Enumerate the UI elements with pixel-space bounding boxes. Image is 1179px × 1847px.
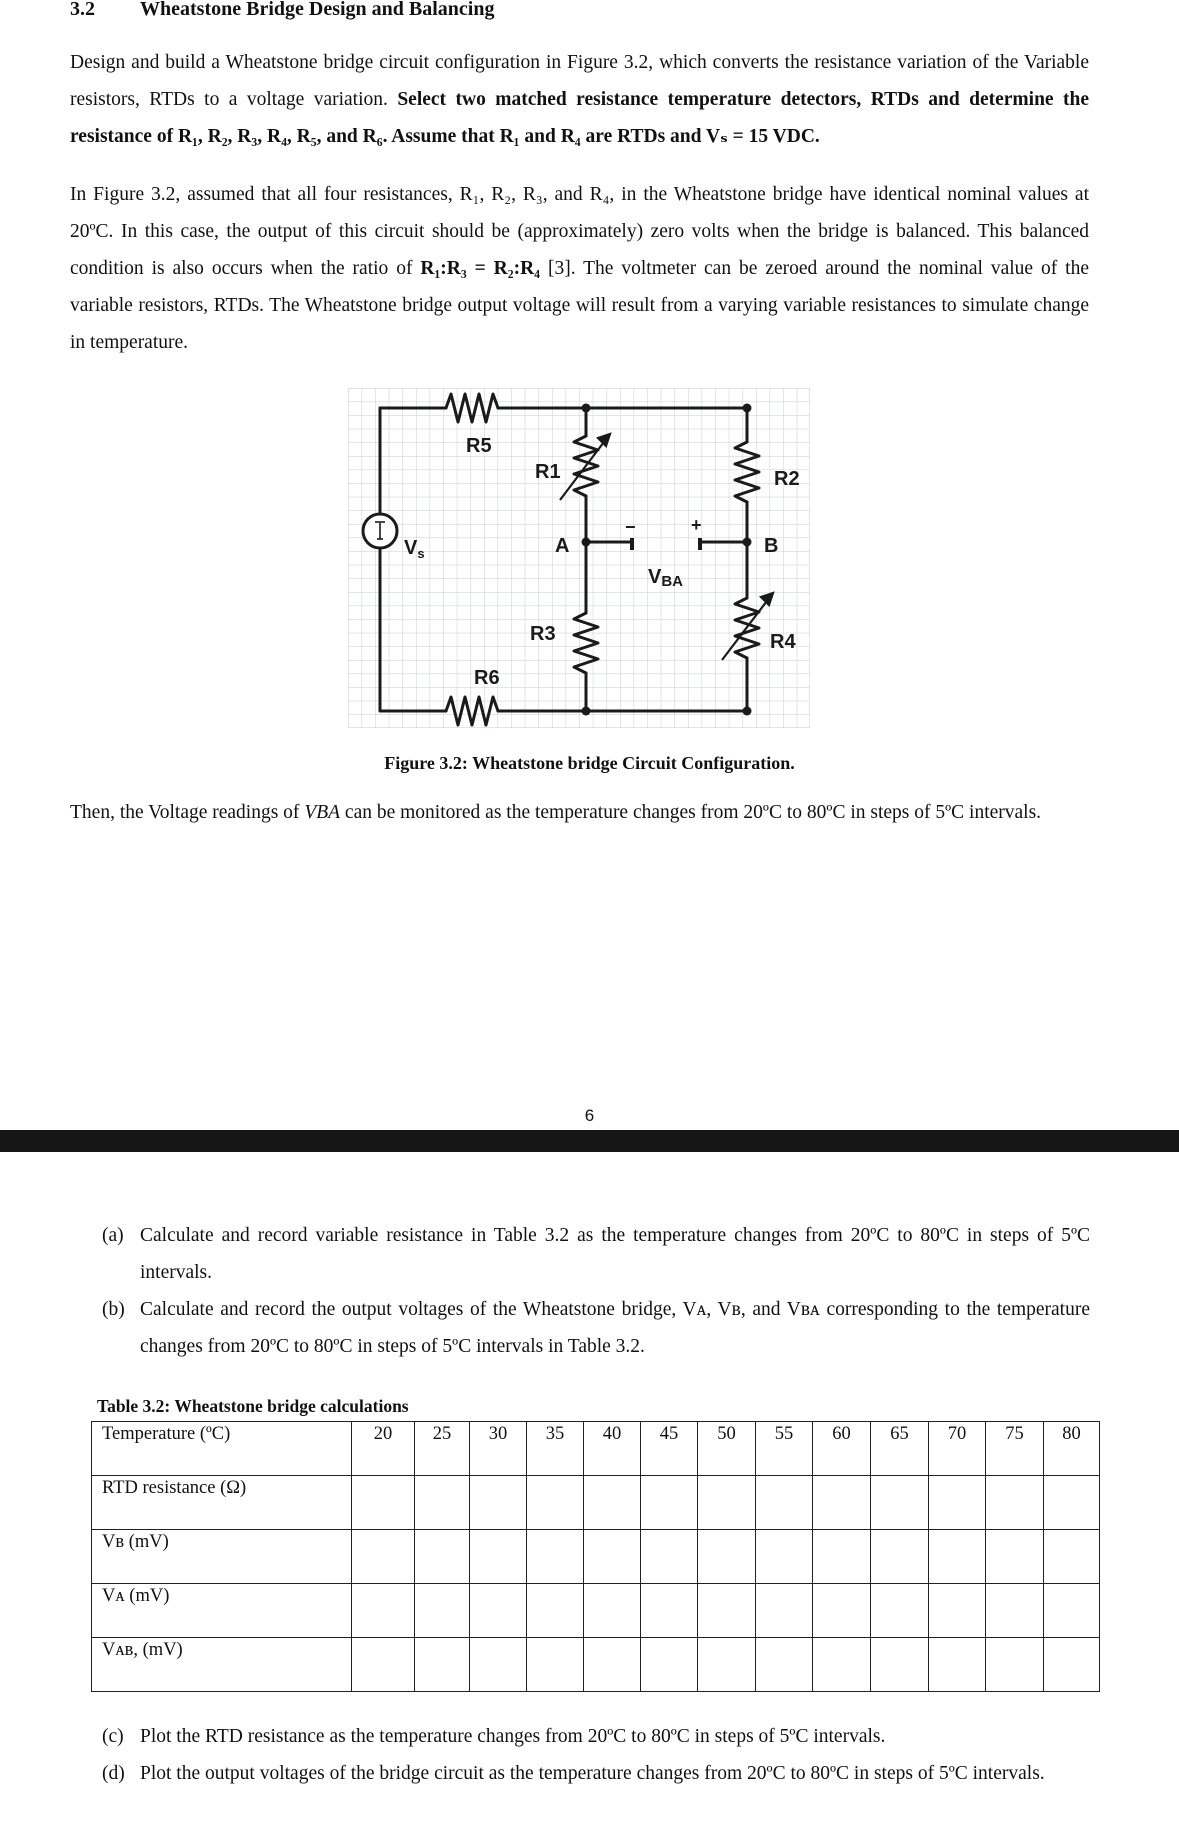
label-vba: VBA [648, 566, 684, 590]
table-cell[interactable] [986, 1530, 1044, 1584]
table-cell[interactable] [470, 1476, 527, 1530]
table-cell[interactable] [986, 1476, 1044, 1530]
junction-top-left [582, 404, 591, 413]
task-b-text: Calculate and record the output voltages of the Wheatstone bridge, Vᴀ, Vʙ, and Vʙᴀ corresponding to the temperature changes from 20ºC to 80ºC in steps of 5ºC intervals in Table 3.2. [140, 1299, 1090, 1357]
temp-header: 75 [986, 1422, 1044, 1476]
task-d [102, 1755, 1090, 1792]
table-cell[interactable] [813, 1638, 871, 1692]
label-r1: R1 [535, 461, 561, 483]
temp-header: 20 [352, 1422, 415, 1476]
label-r2: R2 [774, 468, 800, 490]
table-cell[interactable] [527, 1584, 584, 1638]
intro-paragraph-1 [70, 44, 1089, 155]
table-cell[interactable] [698, 1476, 756, 1530]
table-cell[interactable] [415, 1476, 470, 1530]
table-cell[interactable] [641, 1476, 698, 1530]
after-figure-b: can be monitored as the temperature changes from 20ºC to 80ºC in steps of 5ºC intervals. [340, 802, 1042, 823]
label-r4: R4 [770, 631, 796, 653]
table-cell[interactable] [871, 1638, 929, 1692]
table-cell[interactable] [1044, 1530, 1100, 1584]
table-cell[interactable] [929, 1638, 986, 1692]
task-list-cd [102, 1718, 1090, 1792]
task-c-label: (c) [102, 1726, 124, 1747]
task-d-text: Plot the output voltages of the bridge circuit as the temperature changes from 20ºC to 80ºC in steps of 5ºC intervals. [140, 1763, 1045, 1784]
temp-header: 70 [929, 1422, 986, 1476]
temp-header: 55 [756, 1422, 813, 1476]
table-row-rtd [92, 1476, 1100, 1530]
table-row-vb [92, 1530, 1100, 1584]
table-cell[interactable] [756, 1584, 813, 1638]
temp-header: 50 [698, 1422, 756, 1476]
table-cell[interactable] [415, 1584, 470, 1638]
table-cell[interactable] [352, 1476, 415, 1530]
label-node-a: A [555, 535, 570, 557]
table-cell[interactable] [929, 1584, 986, 1638]
junction-bottom-right [743, 707, 752, 716]
table-cell[interactable] [871, 1530, 929, 1584]
task-c [102, 1718, 1090, 1755]
table-cell[interactable] [871, 1476, 929, 1530]
table-row-vab [92, 1638, 1100, 1692]
table-cell[interactable] [470, 1530, 527, 1584]
label-r5: R5 [466, 435, 492, 457]
task-list-ab [102, 1217, 1090, 1365]
wheatstone-bridge-figure [348, 388, 810, 728]
page-number: 6 [584, 1106, 595, 1125]
intro-paragraph-2 [70, 176, 1089, 361]
table-cell[interactable] [584, 1638, 641, 1692]
ratio-text: R₁:R₃ = R₂:R₄ [420, 258, 541, 279]
intro-p1-plain: Design and build a Wheatstone bridge circuit configuration in Figure 3.2, which converts the resistance variation of the Variable resistors, RTDs to a voltage variation. [70, 52, 1089, 110]
table-cell[interactable] [929, 1530, 986, 1584]
meter-terminal-plus [698, 538, 702, 550]
label-node-b: B [764, 535, 779, 557]
task-a [102, 1217, 1090, 1291]
task-b [102, 1291, 1090, 1365]
label-minus: − [625, 517, 636, 537]
table-cell[interactable] [641, 1530, 698, 1584]
intro-p1-bold: Select two matched resistance temperature detectors, RTDs and determine the resistance of R₁, R₂, R₃, R₄, R₅, and R₆. Assume that R₁ and R₄ are RTDs and Vₛ = 15 VDC. [70, 89, 1090, 147]
label-r6: R6 [474, 667, 500, 689]
table-cell[interactable] [352, 1530, 415, 1584]
table-cell[interactable] [929, 1476, 986, 1530]
table-cell[interactable] [986, 1638, 1044, 1692]
table-cell[interactable] [698, 1584, 756, 1638]
table-cell[interactable] [584, 1476, 641, 1530]
table-cell[interactable] [415, 1530, 470, 1584]
after-figure-paragraph [70, 794, 1089, 831]
temp-header: 25 [415, 1422, 470, 1476]
dc-source [363, 514, 397, 548]
table-cell[interactable] [641, 1638, 698, 1692]
table-cell[interactable] [641, 1584, 698, 1638]
vba-variable: VBA [304, 802, 341, 823]
intro-p2-b: [3]. The voltmeter can be zeroed around the nominal value of the variable resistors, RTDs. The Wheatstone bridge output voltage will result from a varying variable resistances to simulate change in temperature. [70, 258, 1089, 353]
table-cell[interactable] [871, 1584, 929, 1638]
after-figure-a: Then, the Voltage readings of [70, 802, 305, 823]
temp-header: 40 [584, 1422, 641, 1476]
table-cell[interactable] [813, 1530, 871, 1584]
figure-caption: Figure 3.2: Wheatstone bridge Circuit Configuration. [384, 753, 795, 773]
table-cell[interactable] [1044, 1638, 1100, 1692]
intro-p2-a: In Figure 3.2, assumed that all four resistances, R₁, R₂, R₃, and R₄, in the Wheatstone bridge have identical nominal values at 20ºC. In this case, the output of this circuit should be (approximately) zero volts when the bridge is balanced. This balanced condition is also occurs when the ratio of [70, 184, 1089, 279]
task-b-label: (b) [102, 1299, 125, 1320]
table-cell[interactable] [527, 1530, 584, 1584]
temp-header: 60 [813, 1422, 871, 1476]
label-plus: + [691, 515, 702, 535]
table-cell[interactable] [813, 1584, 871, 1638]
task-d-label: (d) [102, 1763, 125, 1784]
junction-bottom-left [582, 707, 591, 716]
table-cell[interactable] [527, 1476, 584, 1530]
table-cell[interactable] [352, 1638, 415, 1692]
table-cell[interactable] [756, 1530, 813, 1584]
table-cell[interactable] [698, 1530, 756, 1584]
table-cell[interactable] [352, 1584, 415, 1638]
temp-header: 30 [470, 1422, 527, 1476]
section-title: Wheatstone Bridge Design and Balancing [140, 0, 495, 20]
temp-header: 80 [1044, 1422, 1100, 1476]
table-header-row [92, 1422, 1100, 1476]
table-cell[interactable] [527, 1638, 584, 1692]
table-cell[interactable] [470, 1638, 527, 1692]
table-cell[interactable] [1044, 1476, 1100, 1530]
table-cell[interactable] [813, 1476, 871, 1530]
calculation-table [91, 1421, 1100, 1692]
section-heading [70, 0, 494, 21]
temp-header: 65 [871, 1422, 929, 1476]
table-cell[interactable] [470, 1584, 527, 1638]
row-label-vb: Vʙ (mV) [92, 1530, 352, 1584]
meter-terminal-minus [630, 538, 634, 550]
header-label: Temperature (ºC) [92, 1422, 352, 1476]
temp-header: 45 [641, 1422, 698, 1476]
node-a-dot [582, 538, 591, 547]
table-cell[interactable] [756, 1638, 813, 1692]
row-label-va: Vᴀ (mV) [92, 1584, 352, 1638]
row-label-vab: Vᴀʙ, (mV) [92, 1638, 352, 1692]
table-cell[interactable] [415, 1638, 470, 1692]
table-cell[interactable] [986, 1584, 1044, 1638]
label-vs: $V_s$ [404, 537, 425, 561]
page-separator [0, 1130, 1179, 1152]
junction-top-right [743, 404, 752, 413]
node-b-dot [743, 538, 752, 547]
task-a-text: Calculate and record variable resistance in Table 3.2 as the temperature changes from 20ºC to 80ºC in steps of 5ºC intervals. [140, 1225, 1090, 1283]
table-cell[interactable] [1044, 1584, 1100, 1638]
table-row-va [92, 1584, 1100, 1638]
row-label-rtd: RTD resistance (Ω) [92, 1476, 352, 1530]
table-cell[interactable] [584, 1530, 641, 1584]
task-a-label: (a) [102, 1225, 124, 1246]
table-cell[interactable] [584, 1584, 641, 1638]
table-cell[interactable] [756, 1476, 813, 1530]
table-cell[interactable] [698, 1638, 756, 1692]
section-number: 3.2 [70, 0, 95, 20]
temp-header: 35 [527, 1422, 584, 1476]
task-c-text: Plot the RTD resistance as the temperature changes from 20ºC to 80ºC in steps of 5ºC intervals. [140, 1726, 886, 1747]
table-title: Table 3.2: Wheatstone bridge calculations [97, 1396, 409, 1416]
label-r3: R3 [530, 623, 556, 645]
